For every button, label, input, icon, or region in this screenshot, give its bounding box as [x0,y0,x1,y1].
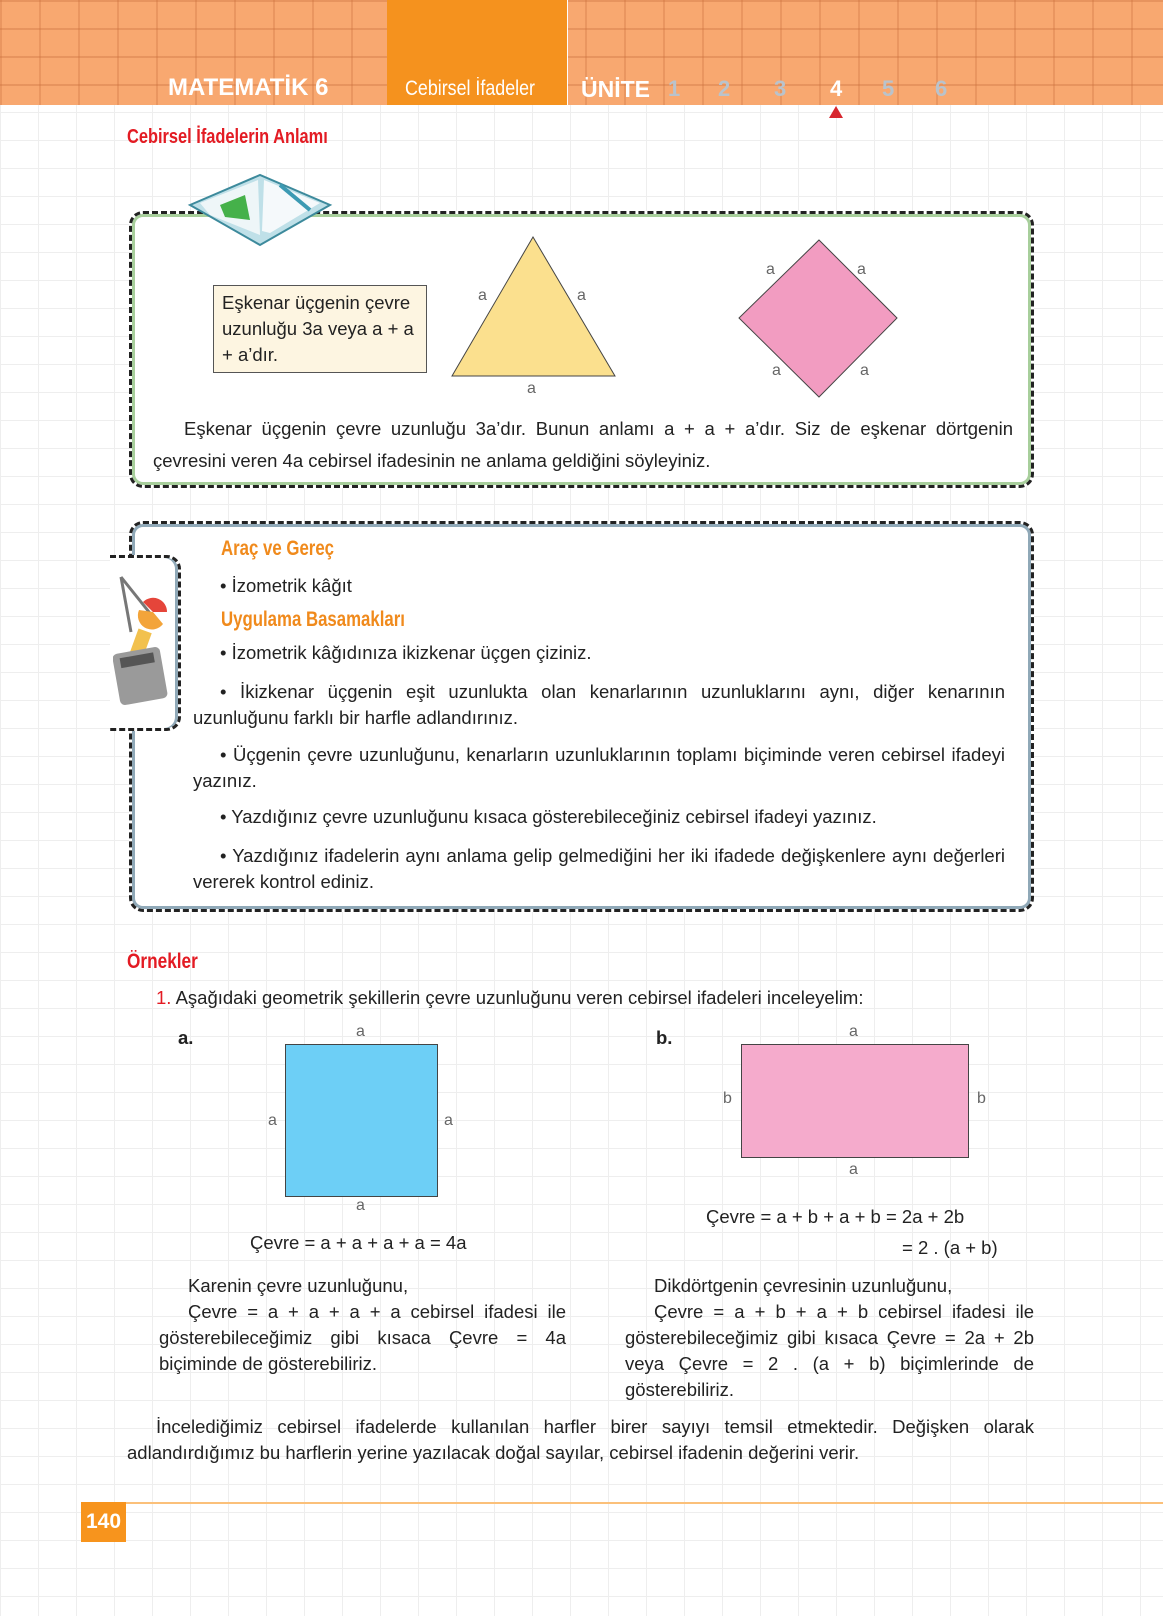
triangle-side-label: a [527,380,536,397]
triangle-note: Eşkenar üçgenin çevre uzunluğu 3a veya a + a + a’dır. [213,285,427,373]
rectangle-intro: Dikdörtgenin çevresinin uzunluğunu, [654,1275,953,1296]
question-text: Aşağıdaki geometrik şekillerin çevre uzunluğunu veren cebirsel ifadeleri inceleyelim: [175,987,864,1008]
triangle-side-label: a [577,287,586,304]
section-title: Cebirsel İfadelerin Anlamı [127,126,328,148]
examples-title: Örnekler [127,950,198,973]
rectangle-explanation: Çevre = a + b + a + b cebirsel ifadesi ile gösterebileceğimiz gibi kısaca Çevre = 2a + 2b veya Çevre = 2 . (a + b) biçimlerinde de gösterebiliriz. [625,1301,1034,1400]
book-title: MATEMATİK 6 [168,74,329,101]
steps-title: Uygulama Basamakları [221,608,405,631]
rhombus [739,240,897,397]
unit-4-current: 4 [830,76,843,101]
intro-paragraph: Eşkenar üçgenin çevre uzunluğu 3a’dır. Bunun anlamı a + a + a’dır. Siz de eşkenar dörtgenin çevresini veren 4a cebirsel ifadesinin ne anlama geldiğini söyleyiniz. [153,418,1013,471]
square-side-label: a [444,1112,453,1129]
square-side-label: a [268,1112,277,1129]
step-item: • İzometrik kâğıdınıza ikizkenar üçgen çiziniz. [220,642,592,663]
unit-3: 3 [774,76,787,101]
square-side-label: a [356,1023,365,1040]
step-item: • İkizkenar üçgenin eşit uzunlukta olan kenarlarının uzunluklarını aynı, diğer kenarının uzunluğunu farklı bir harfle adlandırınız. [193,681,1005,728]
unit-2: 2 [718,76,731,101]
example-a-label: a. [178,1027,194,1048]
square-side-label: a [356,1197,365,1214]
rectangle-side-label: b [977,1090,986,1107]
unit-6: 6 [935,76,948,101]
equilateral-triangle [452,237,615,376]
unit-5: 5 [882,76,895,101]
rectangle [741,1044,969,1158]
rhombus-side-label: a [860,362,869,379]
rectangle-formula: Çevre = a + b + a + b = 2a + 2b [706,1206,965,1227]
unit-label: ÜNİTE [581,76,650,102]
rectangle-side-label: b [723,1090,732,1107]
question-number: 1. [156,987,172,1008]
shapes-figure [440,225,960,405]
conclusion-paragraph: İncelediğimiz cebirsel ifadelerde kullanılan harfler birer sayıyı temsil etmektedir. Değişken olarak adlandırdığımız bu harflerin yerine yazılacak doğal sayılar, cebirsel ifadenin değerini verir. [127,1416,1034,1463]
example-b-label: b. [656,1027,673,1048]
current-unit-marker-icon [829,106,843,118]
step-item: • Yazdığınız ifadelerin aynı anlama gelip gelmediğini her iki ifadede değişkenlere aynı değerleri vererek kontrol ediniz. [193,845,1005,892]
unit-1: 1 [668,76,681,101]
rectangle-side-label: a [849,1023,858,1040]
tools-item: • İzometrik kâğıt [220,575,352,596]
rhombus-side-label: a [772,362,781,379]
rectangle-formula-2: = 2 . (a + b) [902,1237,998,1258]
square [285,1044,438,1197]
rectangle-side-label: a [849,1161,858,1178]
question [156,985,864,1011]
page-number: 140 [81,1502,126,1542]
triangle-side-label: a [478,287,487,304]
square-intro: Karenin çevre uzunluğunu, [188,1275,409,1296]
topic-title: Cebirsel İfadeler [405,77,535,100]
tools-icon [113,572,173,707]
square-explanation: Çevre = a + a + a + a cebirsel ifadesi ile gösterebileceğimiz gibi kısaca Çevre = 4a biçiminde de gösterebiliriz. [159,1301,566,1374]
tools-title: Araç ve Gereç [221,537,335,560]
rhombus-side-label: a [766,261,775,278]
step-item: • Üçgenin çevre uzunluğunu, kenarların uzunluklarının toplamı biçiminde veren cebirsel ifadeyi yazınız. [193,744,1005,791]
square-formula: Çevre = a + a + a + a = 4a [250,1232,467,1253]
book-icon [180,165,340,255]
footer-divider [81,1502,1163,1504]
rhombus-side-label: a [857,261,866,278]
step-item: • Yazdığınız çevre uzunluğunu kısaca gösterebileceğiniz cebirsel ifadeyi yazınız. [220,806,877,827]
